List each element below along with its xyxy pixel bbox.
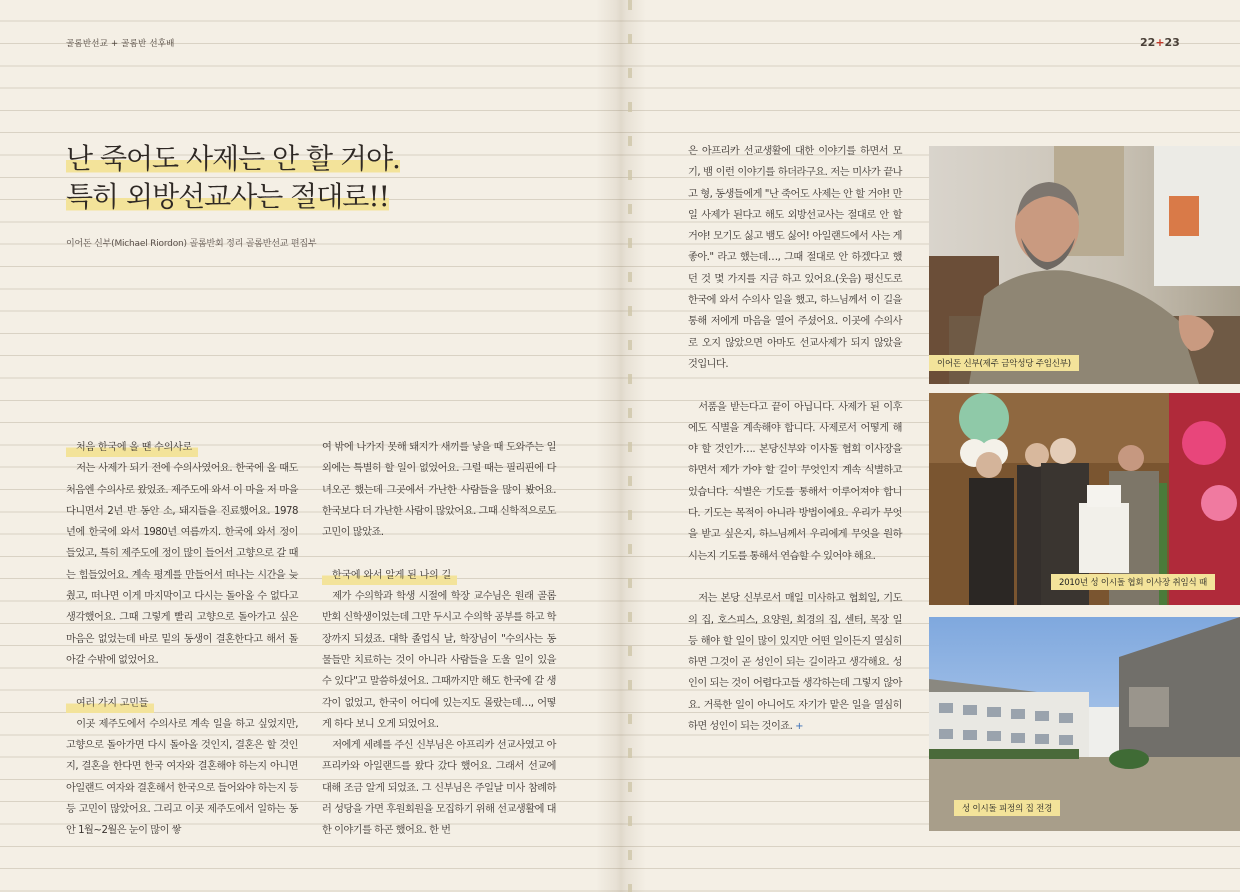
photo-priest-portrait [929, 146, 1240, 384]
body-paragraph [688, 588, 902, 737]
page-numbers [1140, 36, 1180, 49]
folio-plus: + [1155, 36, 1165, 49]
priest-portrait-illustration [929, 146, 1240, 384]
text-column-1 [66, 437, 298, 842]
photo-building [929, 617, 1240, 831]
photo-caption: 이어돈 신부(제주 금악성당 주임신부) [929, 355, 1079, 371]
body-paragraph-text: 저는 본당 신부로서 매일 미사하고 협회일, 기도의 집, 호스피스, 요양원, 희경의 집, 센터, 목장 일 등 해야 할 일이 많이 있지만 어떤 일이든지 열심히 하면 그것이 곧 성인이 되는 길이라고 생각해요. 성인이 되는 것이 어렵다고들 생각하는데 그렇지 않아요. 거룩한 일이 아니어도 자기가 맡은 일을 열심히 하면 성인이 되는 것이죠. [688, 593, 902, 733]
body-paragraph: 제가 수의학과 학생 시절에 학장 교수님은 원래 골롬반회 신학생이었는데 그만 두시고 수의학 공부를 하고 학장까지 되셨죠. 대학 졸업식 날, 학장님이 "수의사는 동물들만 치료하는 것이 아니라 사람들을 도울 일이 있을 수 있다"고 말씀하셨어요. 그때까지만 해도 한국에 갈 생각이 없었고, 한국이 어디에 있는지도 몰랐는데…, 어떻게 하다 보니 오게 되었어요. [322, 591, 557, 730]
text-column-3 [688, 141, 902, 737]
folio-right: 23 [1164, 36, 1180, 49]
running-head: 골롬반선교 + 골롬반 선후배 [66, 39, 175, 49]
headline-line-2: 특히 외방선교사는 절대로!! [66, 180, 389, 213]
section-heading: 한국에 와서 알게 된 나의 길 [322, 565, 457, 586]
body-paragraph: 여 밖에 나가지 못해 돼지가 새끼를 낳을 때 도와주는 일 외에는 특별히 할 일이 없었어요. 그럴 때는 필리핀에 다녀오곤 했는데 그곳에서 가난한 사람들을 많이 봤어요. 한국보다 더 가난한 사람이 많았어요. 그때 신학적으로도 고민이 많았죠. [322, 442, 557, 539]
body-paragraph: 은 아프리카 선교생활에 대한 이야기를 하면서 모기, 뱀 이런 이야기를 하더라구요. 저는 미사가 끝나고 형, 동생들에게 "난 죽어도 사제는 안 할 거야! 만일 사제가 된다고 해도 외방선교사는 절대로 안 할 거야! 모기도 싫고 뱀도 싫어! 아일랜드에서 사는 게 좋아." 라고 했는데…, 그때 절대로 안 하겠다고 했던 것 몇 가지를 지금 하고 있어요.(웃음) 평신도로 한국에 와서 수의사 일을 했고, 하느님께서 이 길을 통해 저에게 마음을 열어 주셨어요. 이곳에 수의사로 오지 않았으면 아마도 선교사제가 되지 않았을 것입니다. [688, 146, 902, 370]
photo-caption: 성 이시돌 피정의 집 전경 [954, 800, 1060, 816]
end-mark-icon: + [795, 721, 804, 733]
text-column-2 [322, 437, 556, 842]
book-gutter [596, 0, 646, 892]
body-paragraph: 이곳 제주도에서 수의사로 계속 일을 하고 싶었지만, 고향으로 돌아가면 다시 돌아올 것인지, 결혼은 할 것인지, 결혼을 한다면 한국 여자와 결혼해야 하는지 아니면 아일랜드 여자와 결혼해서 한국으로 들어와야 하는지 등등 고민이 많았어요. 그리고 이곳 제주도에서 일하는 동안 1월~2월은 눈이 많이 쌓 [66, 718, 298, 837]
building-illustration [929, 617, 1240, 831]
headline-line-1: 난 죽어도 사제는 안 할 거야. [66, 142, 400, 175]
binding-stitch [628, 0, 632, 892]
body-paragraph: 저는 사제가 되기 전에 수의사였어요. 한국에 올 때도 처음엔 수의사로 왔었죠. 제주도에 와서 이 마을 저 마을 다니면서 2년 반 동안 소, 돼지들을 진료했어요. 1978년에 한국에 와서 1980년 여름까지. 한국에 와서 정이 들었고, 특히 제주도에 정이 많이 들어서 고향으로 갈 때는 힘들었어요. 계속 평계를 만들어서 떠나는 시간을 늦췄고, 떠나면 이게 마지막이고 다시는 돌아올 수 없다고 생각했어요. 그때 그렇게 빨리 고향으로 돌아가고 싶은 마음은 없었는데 바로 밑의 동생이 결혼한다고 해서 돌아갈 수밖에 없었어요. [66, 463, 298, 666]
section-heading: 여러 가지 고민들 [66, 693, 154, 714]
photo-ceremony [929, 393, 1240, 605]
folio-left: 22 [1140, 36, 1156, 49]
article-headline [66, 140, 586, 216]
section-heading: 처음 한국에 올 땐 수의사로 [66, 437, 198, 458]
byline: 이어돈 신부(Michael Riordon) 골롬반회 정리 골롬반선교 편집부 [66, 239, 317, 249]
body-paragraph: 서품을 받는다고 끝이 아닙니다. 사제가 된 이후에도 식별을 계속해야 합니다. 사제로서 어떻게 해야 할 것인가…. 본당신부와 이사돌 협회 이사장을 하면서 제가 가야 할 길이 무엇인지 계속 식별하고 있습니다. 식별은 기도를 통해서 이루어져야 합니다. 기도는 목적이 아니라 방법이에요. 우리가 무엇을 받고 싶은지, 하느님께서 우리에게 무엇을 원하시는지 기도를 통해서 연습할 수 있어야 해요. [688, 401, 902, 562]
body-paragraph: 저에게 세례를 주신 신부님은 아프리카 선교사였고 아프리카와 아일랜드를 왔다 갔다 했어요. 그래서 선교에 대해 조금 알게 되었죠. 그 신부님은 주일날 미사 참례하러 성당을 가면 후원회원을 모집하기 위해 선교생활에 대한 이야기를 하곤 했어요. 한 번 [322, 740, 557, 837]
photo-caption: 2010년 성 이시돌 협회 이사장 취임식 때 [1051, 574, 1215, 590]
